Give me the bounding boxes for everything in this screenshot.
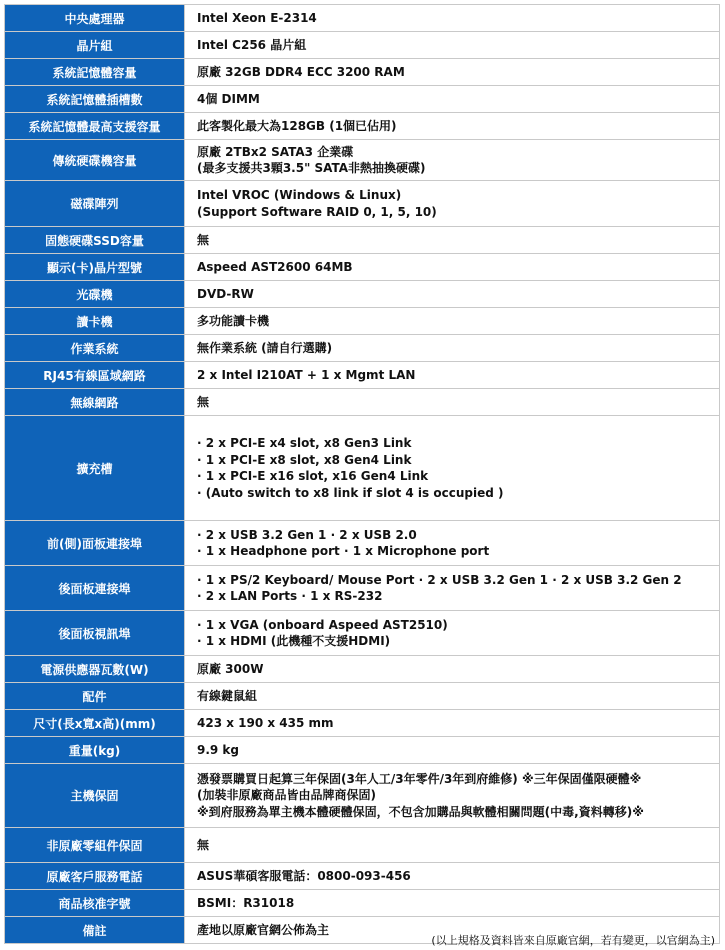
spec-value — [185, 863, 720, 890]
spec-label: 後面板視訊埠 — [5, 611, 185, 656]
spec-value — [185, 521, 720, 566]
spec-label: 固態硬碟SSD容量 — [5, 227, 185, 254]
spec-row — [5, 32, 720, 59]
spec-table-body — [5, 5, 720, 944]
spec-value-line: BSMI：R31018 — [197, 895, 295, 910]
spec-row — [5, 611, 720, 656]
spec-label: 讀卡機 — [5, 308, 185, 335]
spec-value-line: 無 — [197, 837, 210, 852]
spec-label: 傳統硬碟機容量 — [5, 140, 185, 181]
spec-row — [5, 416, 720, 521]
spec-value-line: 423 x 190 x 435 mm — [197, 715, 334, 730]
spec-row — [5, 227, 720, 254]
spec-row — [5, 683, 720, 710]
spec-row — [5, 281, 720, 308]
spec-value-line: · 2 x USB 3.2 Gen 1 · 2 x USB 2.0 — [197, 527, 417, 542]
spec-value-line: 無作業系統 (請自行選購) — [197, 340, 333, 355]
spec-row — [5, 890, 720, 917]
spec-value-line: 憑發票購買日起算三年保固(3年人工/3年零件/3年到府維修) ※三年保固僅限硬體※ — [197, 771, 642, 786]
spec-value-line: 9.9 kg — [197, 742, 240, 757]
spec-value — [185, 611, 720, 656]
spec-value-line: 此客製化最大為128GB (1個已佔用) — [197, 118, 397, 133]
spec-value — [185, 710, 720, 737]
spec-value-line: · 1 x VGA (onboard Aspeed AST2510) — [197, 617, 448, 632]
spec-label: 非原廠零組件保固 — [5, 828, 185, 863]
spec-label: 重量(kg) — [5, 737, 185, 764]
spec-table — [4, 4, 720, 944]
spec-label: 電源供應器瓦數(W) — [5, 656, 185, 683]
spec-label: 前(側)面板連接埠 — [5, 521, 185, 566]
spec-value-line: 產地以原廠官網公佈為主 — [197, 922, 330, 937]
spec-label: 商品核准字號 — [5, 890, 185, 917]
spec-value-line: 原廠 2TBx2 SATA3 企業碟 — [197, 144, 354, 159]
spec-label: 尺寸(長x寬x高)(mm) — [5, 710, 185, 737]
spec-value-line: · 1 x HDMI (此機種不支援HDMI) — [197, 634, 391, 648]
spec-value — [185, 59, 720, 86]
spec-value — [185, 335, 720, 362]
spec-value-line: (Support Software RAID 0, 1, 5, 10) — [197, 204, 437, 219]
spec-label: 系統記憶體插槽數 — [5, 86, 185, 113]
spec-value — [185, 32, 720, 59]
spec-value-line: 有線鍵鼠組 — [197, 688, 258, 703]
spec-row — [5, 181, 720, 227]
spec-label: 後面板連接埠 — [5, 566, 185, 611]
spec-value — [185, 389, 720, 416]
spec-row — [5, 113, 720, 140]
spec-value-line: Intel Xeon E-2314 — [197, 10, 317, 25]
spec-label: 主機保固 — [5, 764, 185, 828]
spec-label: 中央處理器 — [5, 5, 185, 32]
spec-row — [5, 254, 720, 281]
spec-row — [5, 59, 720, 86]
spec-value — [185, 113, 720, 140]
spec-row — [5, 710, 720, 737]
spec-label: 系統記憶體容量 — [5, 59, 185, 86]
spec-value-line: Intel VROC (Windows & Linux) — [197, 188, 402, 202]
spec-value-line: · 2 x LAN Ports · 1 x RS-232 — [197, 589, 383, 603]
spec-value-line: · 1 x PS/2 Keyboard/ Mouse Port · 2 x USB 3.2 Gen 1 · 2 x USB 3.2 Gen 2 — [197, 572, 682, 587]
spec-value — [185, 416, 720, 521]
spec-value-line: DVD-RW — [197, 286, 254, 301]
spec-value-line: · 2 x PCI-E x4 slot, x8 Gen3 Link — [197, 436, 412, 450]
spec-row — [5, 308, 720, 335]
spec-value — [185, 5, 720, 32]
spec-value-line: (加裝非原廠商品皆由品牌商保固) — [197, 788, 376, 803]
spec-value — [185, 683, 720, 710]
spec-row — [5, 863, 720, 890]
spec-value — [185, 737, 720, 764]
spec-value — [185, 86, 720, 113]
spec-value — [185, 140, 720, 181]
spec-value-line: 無 — [197, 232, 210, 247]
spec-value — [185, 254, 720, 281]
spec-value — [185, 227, 720, 254]
spec-row — [5, 5, 720, 32]
spec-row — [5, 737, 720, 764]
spec-row — [5, 86, 720, 113]
spec-value — [185, 566, 720, 611]
spec-value — [185, 281, 720, 308]
spec-value-line: Aspeed AST2600 64MB — [197, 259, 353, 274]
spec-row — [5, 828, 720, 863]
spec-row — [5, 764, 720, 828]
spec-label: 原廠客戶服務電話 — [5, 863, 185, 890]
spec-value-line: 原廠 300W — [197, 661, 264, 676]
spec-value-line: 4個 DIMM — [197, 91, 260, 106]
spec-label: 配件 — [5, 683, 185, 710]
spec-label: 磁碟陣列 — [5, 181, 185, 227]
spec-row — [5, 362, 720, 389]
spec-value-line: 2 x Intel I210AT + 1 x Mgmt LAN — [197, 367, 416, 382]
spec-value — [185, 308, 720, 335]
footer-note: (以上規格及資料皆來自原廠官網，若有變更，以官網為主) — [431, 934, 715, 947]
spec-value — [185, 181, 720, 227]
spec-value-line: 原廠 32GB DDR4 ECC 3200 RAM — [197, 64, 405, 79]
spec-value-line: · 1 x PCI-E x8 slot, x8 Gen4 Link — [197, 452, 412, 467]
spec-value-line: · 1 x PCI-E x16 slot, x16 Gen4 Link — [197, 469, 429, 483]
spec-label: 作業系統 — [5, 335, 185, 362]
spec-label: 顯示(卡)晶片型號 — [5, 254, 185, 281]
spec-label: 系統記憶體最高支援容量 — [5, 113, 185, 140]
spec-value-line: 多功能讀卡機 — [197, 313, 270, 328]
spec-row — [5, 566, 720, 611]
spec-value — [185, 764, 720, 828]
spec-label: 光碟機 — [5, 281, 185, 308]
spec-label: 擴充槽 — [5, 416, 185, 521]
spec-row — [5, 140, 720, 181]
spec-row — [5, 656, 720, 683]
spec-label: 晶片組 — [5, 32, 185, 59]
spec-value-line: ※到府服務為單主機本體硬體保固，不包含加購品與軟體相關問題(中毒,資料轉移)※ — [197, 804, 644, 819]
spec-value — [185, 656, 720, 683]
spec-value-line: 無 — [197, 394, 210, 409]
spec-label: 無線網路 — [5, 389, 185, 416]
spec-value-line: · (Auto switch to x8 link if slot 4 is occupied ) — [197, 485, 504, 500]
spec-value-line: Intel C256 晶片組 — [197, 37, 307, 52]
spec-row — [5, 335, 720, 362]
spec-value-line: (最多支援共3顆3.5" SATA非熱抽換硬碟) — [197, 161, 426, 175]
spec-label: 備註 — [5, 917, 185, 944]
spec-value — [185, 828, 720, 863]
spec-value — [185, 890, 720, 917]
spec-value-line: · 1 x Headphone port · 1 x Microphone port — [197, 544, 490, 558]
spec-value-line: ASUS華碩客服電話：0800-093-456 — [197, 868, 411, 883]
spec-row — [5, 521, 720, 566]
spec-label: RJ45有線區域網路 — [5, 362, 185, 389]
spec-row — [5, 389, 720, 416]
spec-value — [185, 362, 720, 389]
